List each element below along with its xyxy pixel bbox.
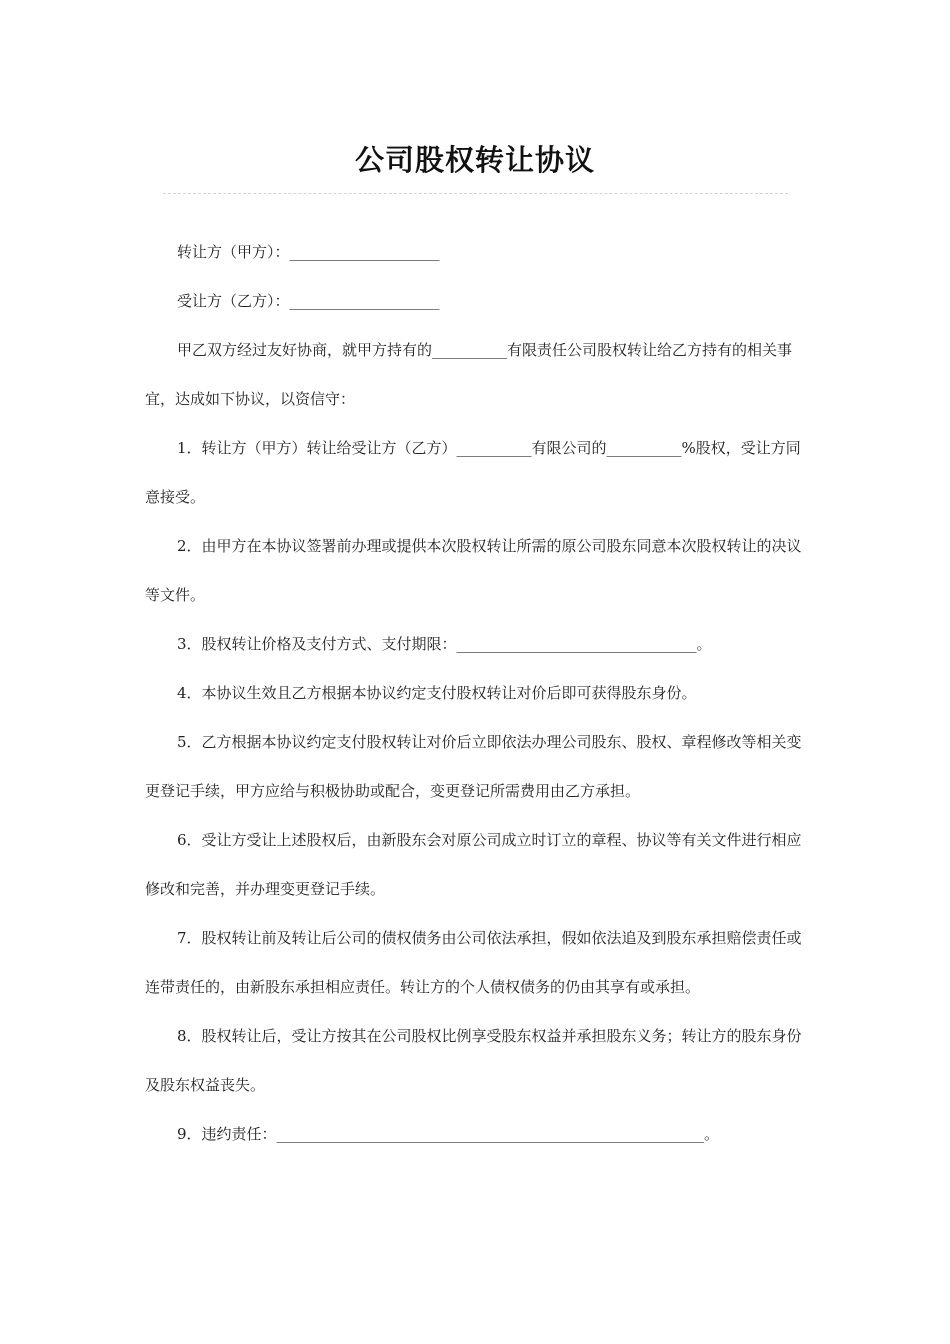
- clause-4: 4．本协议生效且乙方根据本协议约定支付股权转让对价后即可获得股东身份。: [177, 684, 697, 702]
- document-body: [145, 228, 810, 1159]
- clause-6: 6．受让方受让上述股权后，由新股东会对原公司成立时订立的章程、协议等有关文件进行相应修改和完善，并办理变更登记手续。: [145, 831, 802, 898]
- clause-1: 1．转让方（甲方）转让给受让方（乙方）__________有限公司的__________%股权，受让方同意接受。: [145, 439, 801, 506]
- transferor-line: 转让方（甲方）：____________________: [177, 243, 440, 261]
- clause-9: 9．违约责任：_________________________________________________________。: [177, 1125, 720, 1143]
- clause-5: 5．乙方根据本协议约定支付股权转让对价后立即依法办理公司股东、股权、章程修改等相关变更登记手续，甲方应给与积极协助或配合，变更登记所需费用由乙方承担。: [145, 733, 802, 800]
- preamble-paragraph: 甲乙双方经过友好协商，就甲方持有的__________有限责任公司股权转让给乙方持有的相关事宜，达成如下协议，以资信守：: [145, 341, 793, 408]
- title-divider: [163, 193, 788, 194]
- clause-3: 3．股权转让价格及支付方式、支付期限：________________________________。: [177, 635, 712, 653]
- clause-7: 7．股权转让前及转让后公司的债权债务由公司依法承担，假如依法追及到股东承担赔偿责任或连带责任的，由新股东承担相应责任。转让方的个人债权债务的仍由其享有或承担。: [145, 929, 802, 996]
- clause-8: 8．股权转让后，受让方按其在公司股权比例享受股东权益并承担股东义务；转让方的股东身份及股东权益丧失。: [145, 1027, 802, 1094]
- transferee-line: 受让方（乙方）：____________________: [177, 292, 440, 310]
- clause-2: 2．由甲方在本协议签署前办理或提供本次股权转让所需的原公司股东同意本次股权转让的决议等文件。: [145, 537, 802, 604]
- document-title: 公司股权转让协议: [354, 143, 595, 177]
